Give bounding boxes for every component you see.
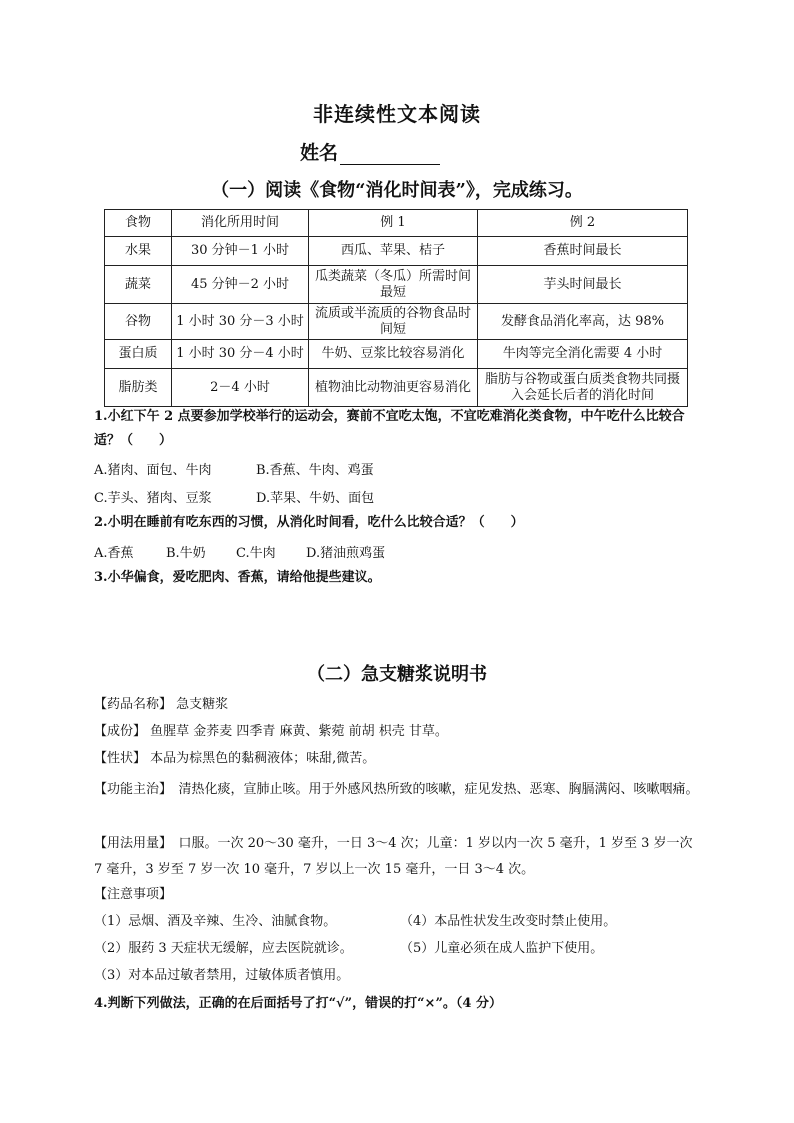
note-5: （5）儿童必须在成人监护下使用。: [400, 941, 604, 956]
table-cell: 脂肪与谷物或蛋白质类食物共同摄入会延长后者的消化时间: [478, 369, 688, 407]
question-1: 1.小红下午 2 点要参加学校举行的运动会，赛前不宜吃太饱，不宜吃难消化类食物，中午吃什么比较合适？（ ）: [94, 409, 685, 448]
table-cell: 脂肪类: [105, 369, 172, 407]
table-header-cell: 食物: [105, 210, 172, 237]
q2-option-a[interactable]: A.香蕉: [94, 546, 134, 561]
table-cell: 牛肉等完全消化需要 4 小时: [478, 340, 688, 369]
table-header-cell: 例 1: [309, 210, 478, 237]
table-cell: 45 分钟－2 小时: [172, 266, 309, 304]
table-cell: 2－4 小时: [172, 369, 309, 407]
q2-option-d[interactable]: D.猪油煎鸡蛋: [306, 546, 386, 561]
table-cell: 西瓜、苹果、桔子: [309, 237, 478, 266]
table-header-cell: 消化所用时间: [172, 210, 309, 237]
table-row: [105, 266, 688, 304]
question-2: 2.小明在睡前有吃东西的习惯，从消化时间看，吃什么比较合适？（ ）: [94, 515, 524, 530]
table-header-row: [105, 210, 688, 237]
indications-line: 【功能主治】 清热化痰，宣肺止咳。用于外感风热所致的咳嗽，症见发热、恶寒、胸膈满闷、咳嗽咽痛。: [94, 782, 699, 797]
section1-heading: （一）阅读《食物“消化时间表”》，完成练习。: [211, 180, 583, 201]
page-title: 非连续性文本阅读: [313, 102, 481, 126]
drug-name-line: 【药品名称】 急支糖浆: [94, 697, 229, 712]
name-label: 姓名: [300, 142, 339, 164]
note-4: （4）本品性状发生改变时禁止使用。: [400, 914, 617, 929]
table-cell: 蔬菜: [105, 266, 172, 304]
table-cell: 植物油比动物油更容易消化: [309, 369, 478, 407]
table-cell: 瓜类蔬菜（冬瓜）所需时间最短: [309, 266, 478, 304]
table-cell: 发酵食品消化率高，达 98%: [478, 304, 688, 340]
table-header-cell: 例 2: [478, 210, 688, 237]
note-2: （2）服药 3 天症状无缓解，应去医院就诊。: [94, 941, 353, 956]
table-row: [105, 340, 688, 369]
table-cell: 30 分钟－1 小时: [172, 237, 309, 266]
table-cell: 蛋白质: [105, 340, 172, 369]
question-3: 3.小华偏食，爱吃肥肉、香蕉，请给他提些建议。: [94, 570, 381, 585]
table-cell: 香蕉时间最长: [478, 237, 688, 266]
table-cell: 水果: [105, 237, 172, 266]
q1-option-d[interactable]: D.苹果、牛奶、面包: [256, 491, 375, 506]
dosage-line: 【用法用量】 口服。一次 20～30 毫升，一日 3～4 次；儿童：1 岁以内一次 5 毫升，1 岁至 3 岁一次 7 毫升，3 岁至 7 岁一次 10 毫升，7 岁以上一次 15 毫升，一日 3～4 次。: [94, 836, 693, 877]
q1-option-c[interactable]: C.芋头、猪肉、豆浆: [94, 491, 212, 506]
table-cell: 流质或半流质的谷物食品时间短: [309, 304, 478, 340]
name-field: [300, 138, 440, 165]
table-cell: 1 小时 30 分－3 小时: [172, 304, 309, 340]
precautions-heading: 【注意事项】: [94, 887, 173, 902]
table-row: [105, 304, 688, 340]
name-blank[interactable]: [340, 144, 440, 165]
properties-line: 【性状】 本品为棕黑色的黏稠液体；味甜,微苦。: [94, 751, 376, 766]
question-4: 4.判断下列做法，正确的在后面括号了打“√”，错误的打“×”。（4 分）: [94, 996, 502, 1011]
note-3: （3）对本品过敏者禁用，过敏体质者慎用。: [94, 968, 350, 983]
q1-option-a[interactable]: A.猪肉、面包、牛肉: [94, 463, 212, 478]
q2-option-c[interactable]: C.牛肉: [236, 546, 276, 561]
table-row: [105, 237, 688, 266]
ingredients-line: 【成份】 鱼腥草 金荞麦 四季青 麻黄、紫菀 前胡 枳壳 甘草。: [94, 724, 448, 739]
q1-option-b[interactable]: B.香蕉、牛肉、鸡蛋: [256, 463, 374, 478]
q2-option-b[interactable]: B.牛奶: [166, 546, 206, 561]
table-row: [105, 369, 688, 407]
table-cell: 牛奶、豆浆比较容易消化: [309, 340, 478, 369]
section2-heading: （二）急支糖浆说明书: [307, 664, 487, 685]
table-cell: 芋头时间最长: [478, 266, 688, 304]
digestion-time-table: [104, 209, 688, 407]
note-1: （1）忌烟、酒及辛辣、生冷、油腻食物。: [94, 914, 337, 929]
table-cell: 1 小时 30 分－4 小时: [172, 340, 309, 369]
table-cell: 谷物: [105, 304, 172, 340]
